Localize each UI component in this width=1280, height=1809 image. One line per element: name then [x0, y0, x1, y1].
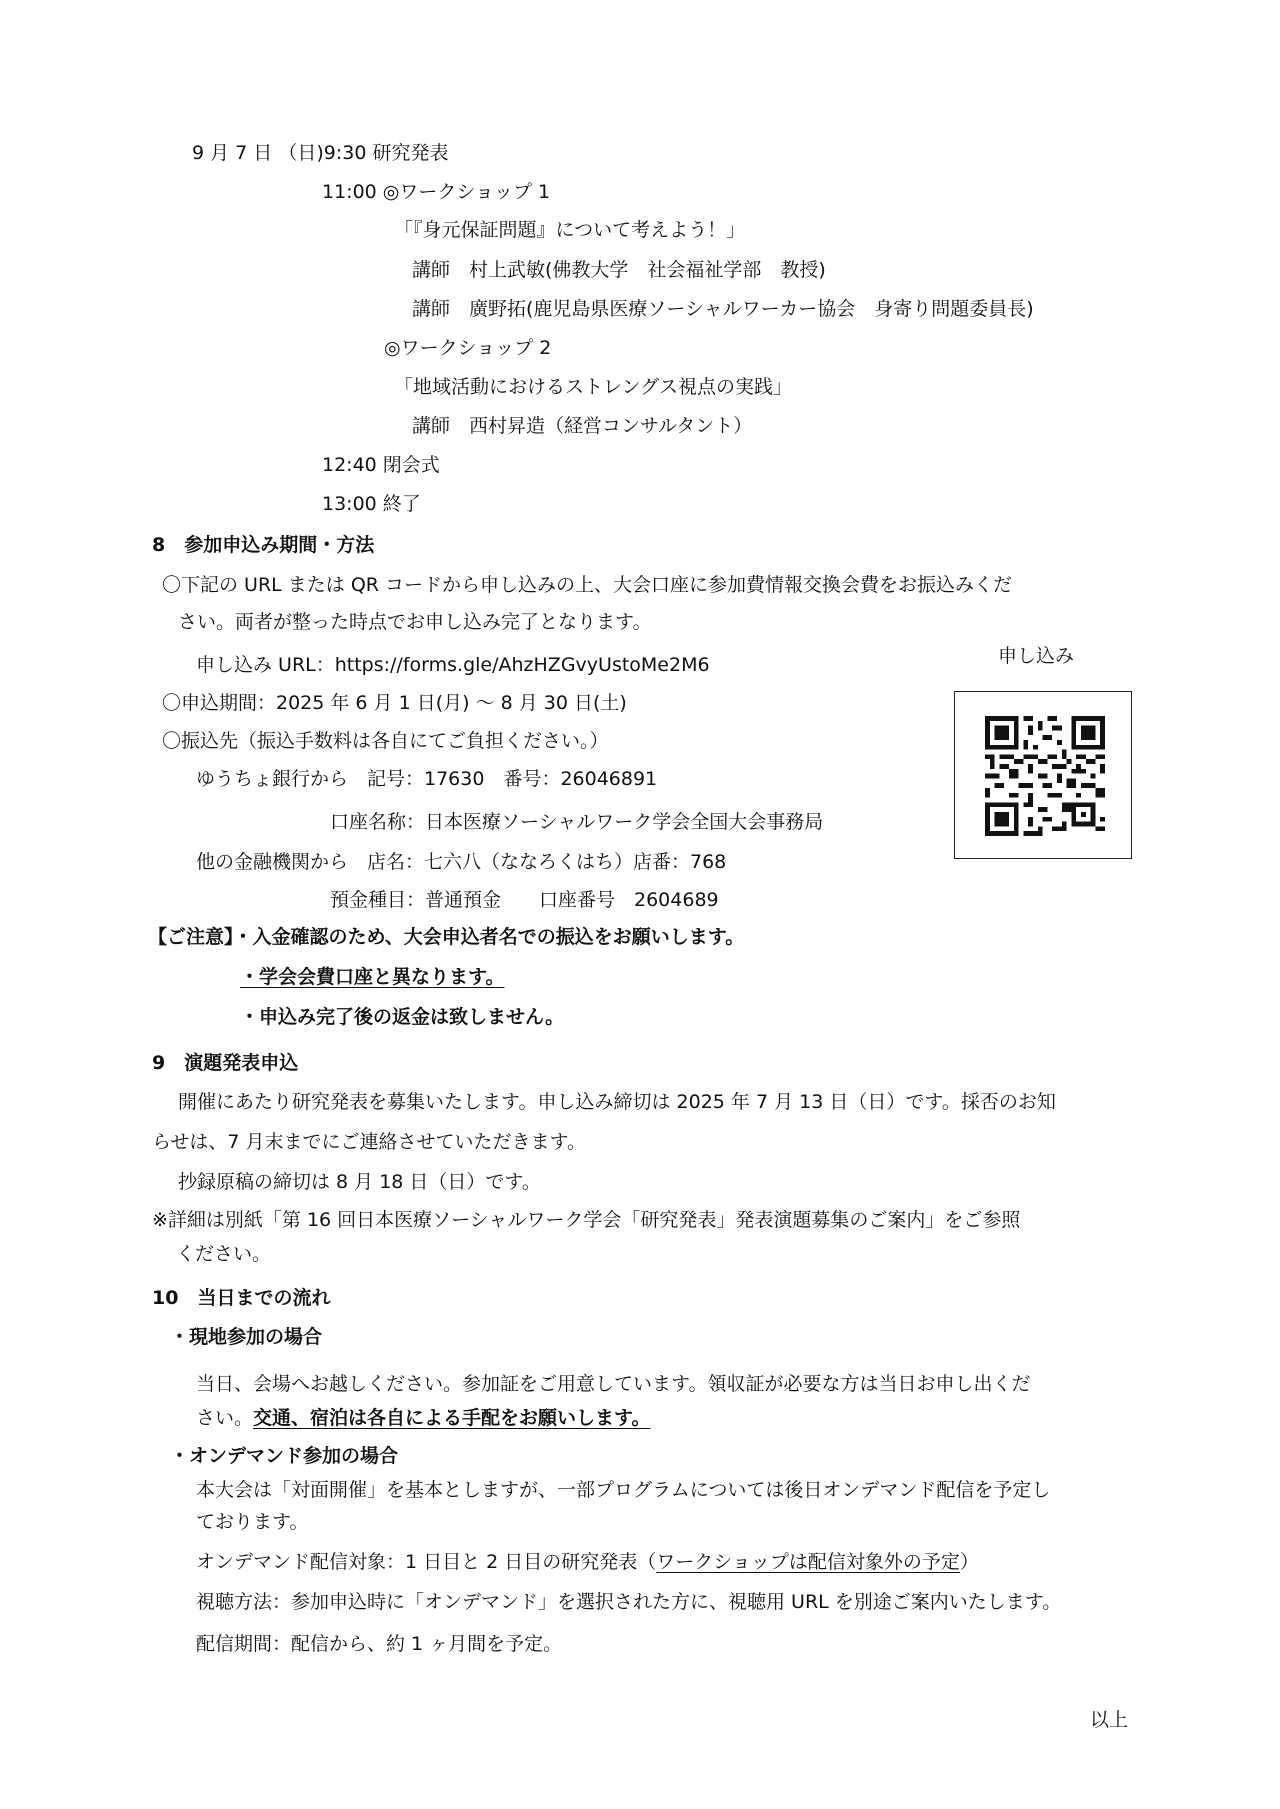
section8-intro-line1: 〇下記の URL または QR コードから申し込みの上、大会口座に参加費情報交換会費をお振込みくだ — [162, 574, 1013, 596]
schedule-ws1-lecturer-1: 講師 村上武敏(佛教大学 社会福祉学部 教授) — [412, 259, 826, 281]
onsite-line2-prefix: さい。 — [196, 1407, 254, 1429]
other-banks: 他の金融機関から 店名：七六八（ななろくはち）店番：768 — [196, 851, 727, 873]
ondemand-target-prefix: オンデマンド配信対象：1 日目と 2 日目の研究発表（ — [196, 1551, 657, 1573]
qr-code-icon — [985, 716, 1105, 836]
ondemand-target — [196, 1550, 979, 1574]
schedule-closing: 12:40 閉会式 — [322, 454, 440, 476]
account-name: 口座名称：日本医療ソーシャルワーク学会全国大会事務局 — [330, 811, 824, 833]
ondemand-period: 配信期間：配信から、約 1 ヶ月間を予定。 — [196, 1633, 563, 1655]
onsite-transport-note: 交通、宿泊は各自による手配をお願いします。 — [253, 1407, 651, 1429]
ondemand-target-workshop-note: ワークショップは配信対象外の予定 — [656, 1551, 960, 1573]
notice-item-2: ・学会会費口座と異なります。 — [240, 966, 505, 988]
section9-line2: らせは、7 月末までにご連絡させていただきます。 — [152, 1131, 587, 1153]
schedule-ws2-lecturer: 講師 西村昇造（経営コンサルタント） — [412, 415, 753, 437]
schedule-ws1-lecturer-2: 講師 廣野拓(鹿児島県医療ソーシャルワーカー協会 身寄り問題委員長) — [412, 298, 1034, 320]
schedule-ws1-title: 「『身元保証問題』について考えよう！」 — [394, 219, 746, 241]
schedule-ws2: ◎ワークショップ 2 — [384, 337, 552, 359]
onsite-line2 — [196, 1406, 651, 1430]
transfer-heading: 〇振込先（振込手数料は各自にてご負担ください。） — [162, 730, 609, 752]
yucho-account: ゆうちょ銀行から 記号：17630 番号：26046891 — [196, 768, 658, 790]
section9-heading: 9 演題発表申込 — [152, 1052, 299, 1074]
section10-heading: 10 当日までの流れ — [152, 1287, 331, 1309]
ondemand-viewing: 視聴方法：参加申込時に「オンデマンド」を選択された方に、視聴用 URL を別途ご案内いたします。 — [196, 1591, 1062, 1613]
ondemand-target-suffix: ） — [959, 1551, 979, 1573]
schedule-ws1-time: 11:00 ◎ワークショップ 1 — [322, 181, 551, 203]
ondemand-heading: ・オンデマンド参加の場合 — [170, 1445, 399, 1467]
ondemand-line1: 本大会は「対面開催」を基本としますが、一部プログラムについては後日オンデマンド配信を予定し — [196, 1479, 1051, 1501]
application-url[interactable]: 申し込み URL：https://forms.gle/AhzHZGvyUstoMe2M6 — [196, 654, 710, 676]
section8-heading: 8 参加申込み期間・方法 — [152, 534, 375, 556]
section9-line3: 抄録原稿の締切は 8 月 18 日（日）です。 — [178, 1171, 541, 1193]
onsite-heading: ・現地参加の場合 — [170, 1326, 323, 1348]
application-period: 〇申込期間：2025 年 6 月 1 日(月) ～ 8 月 30 日(土) — [162, 692, 627, 714]
schedule-end: 13:00 終了 — [322, 493, 421, 515]
onsite-line1: 当日、会場へお越しください。参加証をご用意しています。領収証が必要な方は当日お申し出くだ — [196, 1373, 1031, 1395]
section9-line1: 開催にあたり研究発表を募集いたします。申し込み締切は 2025 年 7 月 13 日（日）です。採否のお知 — [178, 1091, 1056, 1113]
section8-intro-line2: さい。両者が整った時点でお申し込み完了となります。 — [178, 611, 652, 633]
ondemand-line2: ております。 — [196, 1511, 309, 1533]
notice-line: 【ご注意】・入金確認のため、大会申込者名での振込をお願いします。 — [148, 926, 745, 948]
schedule-ws2-title: 「地域活動におけるストレングス視点の実践」 — [394, 376, 792, 398]
section9-line4: ※詳細は別紙「第 16 回日本医療ソーシャルワーク学会「研究発表」発表演題募集のご案内」をご参照 — [152, 1209, 1021, 1231]
schedule-day3-research: 9 月 7 日 （日)9:30 研究発表 — [192, 142, 449, 164]
closing-mark: 以上 — [1090, 1709, 1129, 1731]
deposit-type: 預金種目：普通預金 口座番号 2604689 — [330, 889, 719, 911]
qr-code-frame[interactable] — [954, 691, 1132, 859]
notice-item-3: ・申込み完了後の返金は致しません。 — [240, 1006, 565, 1028]
qr-label: 申し込み — [998, 645, 1075, 667]
section9-line5: ください。 — [176, 1243, 272, 1265]
